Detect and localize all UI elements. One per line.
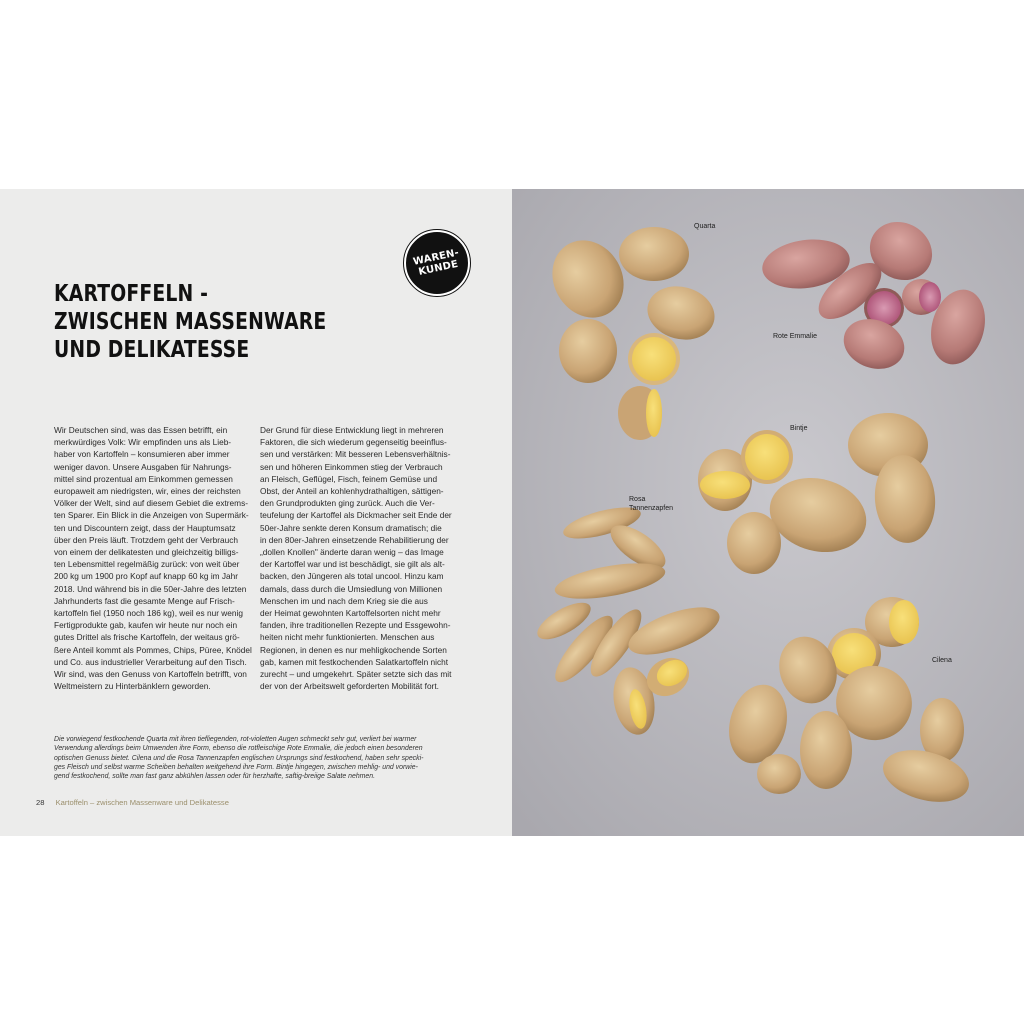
text-line: backen, den Jüngeren als total uncool. Hinzu kam	[260, 571, 444, 582]
text-line: Regionen, in denen es nur mehligkochende Sorten	[260, 644, 447, 655]
text-line: zurecht – und umgekehrt. Später setzte sich das mit	[260, 669, 452, 680]
text-line: über den Preis läuft. Trotzdem geht der Verbrauch	[54, 534, 239, 545]
text-line: Völker der Welt, sind auf diesem Gebiet die extrems-	[54, 498, 248, 509]
text-line: ten und Discountern zeigt, dass der Hauptumsatz	[54, 522, 236, 533]
potato-photo-illustration	[512, 189, 1024, 836]
text-line: Faktoren, die sich wiederum gegenseitig beeinflus-	[260, 437, 447, 448]
badge-label: WAREN- KUNDE	[411, 247, 460, 278]
text-line: heiten nicht mehr funktionierten. Menschen aus	[260, 632, 435, 643]
text-line: mittel sind prozentual am Einkommen gemessen	[54, 473, 233, 484]
text-line: Fertigprodukte gab, kaufen wir heute nur noch ein	[54, 620, 238, 631]
running-head: Kartoffeln – zwischen Massenware und Delikatesse	[55, 798, 229, 807]
caption-line: gend festkochend, sollte man fast ganz abkühlen lassen oder für herzhafte, saftig-breiige Salate nehmen.	[54, 773, 375, 781]
caption-line: Verwendung allerdings beim Umwenden ihre Form, ebenso die rotfleischige Rote Emmalie, die jedoch einen besonderen	[54, 745, 423, 753]
warenkunde-badge	[404, 230, 470, 296]
text-line: 2018. Und während bis in die 50er-Jahre des letzten	[54, 583, 247, 594]
text-line: von einem der delikatesten und gleichzeitig billigs-	[54, 547, 239, 558]
text-line: ten Sparer. Ein Blick in die Anzeigen von Supermärk-	[54, 510, 249, 521]
text-line: europaweit am niedrigsten, wir, eines der reichsten	[54, 486, 241, 497]
title-line: KARTOFFELN -	[54, 279, 209, 307]
text-line: ßere Anteil kommt als Pommes, Chips, Püree, Knödel	[54, 644, 252, 655]
text-line: Weltmeistern zu Hinterbänklern geworden.	[54, 681, 211, 692]
text-line: merkwürdiges Volk: Wir empfinden uns als Lieb-	[54, 437, 232, 448]
text-line: an Fleisch, Geflügel, Fisch, feinem Gemüse und	[260, 473, 438, 484]
text-line: sen und höheren Einkommen stieg der Verbrauch	[260, 461, 443, 472]
text-line: und Co. aus industrieller Verarbeitung auf den Tisch.	[54, 656, 247, 667]
text-line: Obst, der Anteil an kohlenhydrathaltigen, sättigen-	[260, 486, 444, 497]
body-column-1	[54, 424, 257, 692]
label-cilena: Cilena	[932, 657, 952, 664]
page-number: 28	[36, 798, 45, 807]
photo-caption	[54, 735, 474, 781]
text-line: fanden, ihre traditionellen Rezepte und Essgewohn-	[260, 620, 451, 631]
text-line: den Grundprodukten ging zurück. Auch die Ver-	[260, 498, 435, 509]
text-line: der Kartoffel war und ist beschädigt, sie gilt als alt-	[260, 559, 445, 570]
page-title	[54, 279, 327, 363]
caption-line: ges Fleisch und selbst warme Scheiben behalten weitgehend ihre Form. Bintje hingegen, zwischen mehlig- und vorwie-	[54, 763, 418, 771]
text-line: 50er-Jahre senkte deren Konsum dramatisch; die	[260, 522, 442, 533]
title-line: UND DELIKATESSE	[54, 335, 250, 363]
label-rote-emmalie: Rote Emmalie	[773, 333, 817, 340]
potato-photo	[512, 189, 1024, 836]
body-column-2	[260, 424, 463, 692]
text-line: weniger davon. Unsere Ausgaben für Nahrungs-	[54, 461, 232, 472]
text-line: gab, kamen mit festkochenden Salatkartoffeln nicht	[260, 656, 449, 667]
title-line: ZWISCHEN MASSENWARE	[54, 307, 327, 335]
text-line: „dollen Knollen" änderte daran wenig – das Image	[260, 547, 444, 558]
label-rosa-tannenzapfen: Rosa Tannenzapfen	[629, 496, 673, 512]
text-line: der von der Arbeitswelt geforderten Mobilität fort.	[260, 681, 439, 692]
caption-line: optischen Genuss bietet. Cilena und die Rosa Tannenzapfen englischen Ursprungs sind festkochend, haben sehr specki-	[54, 754, 424, 762]
text-line: sen und verstärken: Mit besseren Lebensverhältnis-	[260, 449, 451, 460]
text-line: kartoffeln fiel (1950 noch 186 kg), weil es nur wenig	[54, 608, 243, 619]
page-footer	[36, 798, 229, 807]
text-line: ten Lebensmittel regelmäßig zurück: von weit über	[54, 559, 240, 570]
label-quarta: Quarta	[694, 223, 716, 230]
text-line: Menschen im und nach dem Krieg sie die aus	[260, 595, 428, 606]
caption-line: Die vorwiegend festkochende Quarta mit ihren tiefliegenden, rot-violetten Augen schmeckt sehr gut, verliert bei warmer	[54, 736, 417, 743]
text-line: damals, dass durch die Umsiedlung von Millionen	[260, 583, 443, 594]
text-line: teufelung der Kartoffel als Dickmacher seit Ende der	[260, 510, 452, 521]
label-bintje: Bintje	[790, 425, 808, 432]
text-line: der Heimat gewohnten Kartoffelsorten nicht mehr	[260, 608, 441, 619]
text-line: Jahrhunderts fast die gesamte Menge auf Frisch-	[54, 595, 235, 606]
text-line: 200 kg um 1900 pro Kopf auf knapp 60 kg im Jahr	[54, 571, 239, 582]
text-line: Wir sind, was den Genuss von Kartoffeln betrifft, von	[54, 669, 247, 680]
text-line: Wir Deutschen sind, was das Essen betrifft, ein	[54, 425, 228, 435]
text-line: gutes Drittel als frische Kartoffeln, der weitaus grö-	[54, 632, 240, 643]
text-line: haber von Kartoffeln – konsumieren aber immer	[54, 449, 230, 460]
text-line: in den 80er-Jahren einsetzende Rehabilitierung der	[260, 534, 449, 545]
text-line: Der Grund für diese Entwicklung liegt in mehreren	[260, 425, 444, 435]
